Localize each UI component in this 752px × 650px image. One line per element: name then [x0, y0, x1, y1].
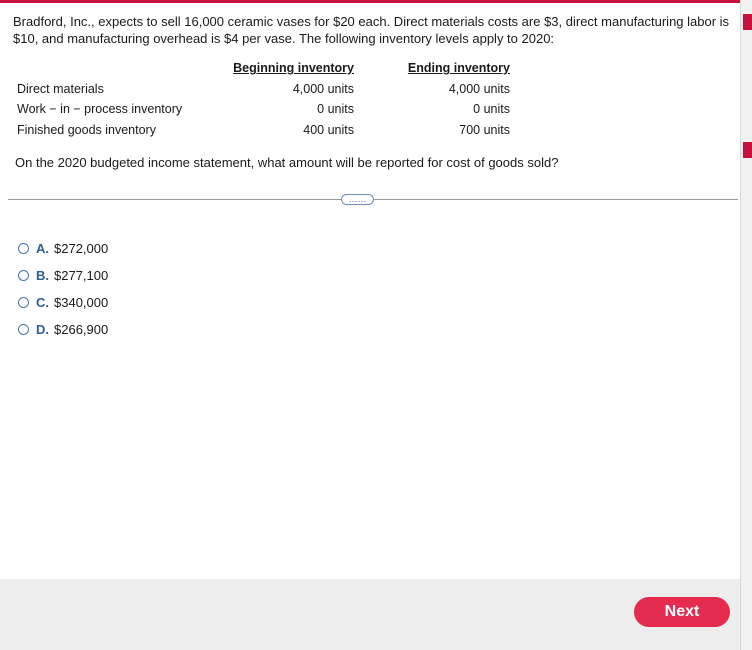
radio-button[interactable]	[18, 243, 29, 254]
option-letter: D.	[36, 322, 49, 337]
table-row	[17, 82, 517, 103]
radio-button[interactable]	[18, 297, 29, 308]
next-button[interactable]: Next	[634, 597, 730, 627]
option-value: $272,000	[54, 241, 109, 256]
option-letter: A.	[36, 241, 49, 256]
radio-button[interactable]	[18, 270, 29, 281]
expand-more-button[interactable]: ……	[341, 194, 374, 205]
inventory-table	[17, 61, 517, 143]
right-scroll-strip	[740, 0, 752, 650]
header-beginning-inventory: Beginning inventory	[233, 61, 354, 75]
option-value: $277,100	[54, 268, 109, 283]
row-ending: 700 units	[459, 122, 510, 137]
question-prompt: On the 2020 budgeted income statement, what amount will be reported for cost of goods sold?	[15, 155, 559, 170]
option-c[interactable]	[18, 289, 108, 316]
row-beginning: 0 units	[317, 102, 354, 116]
option-letter: C.	[36, 295, 49, 310]
row-beginning: 400 units	[303, 122, 354, 137]
option-d[interactable]	[18, 316, 108, 343]
inventory-header-row	[17, 61, 517, 82]
row-ending: 0 units	[473, 102, 510, 116]
strip-marker	[743, 14, 752, 30]
row-ending: 4,000 units	[448, 81, 510, 96]
option-value: $266,900	[54, 322, 109, 337]
option-a[interactable]	[18, 235, 108, 262]
option-value: $340,000	[54, 295, 109, 310]
table-row	[17, 102, 517, 123]
option-letter: B.	[36, 268, 49, 283]
row-label: Work − in − process inventory	[17, 102, 183, 116]
row-beginning: 4,000 units	[292, 81, 354, 96]
footer-bar	[0, 579, 740, 650]
row-label: Finished goods inventory	[17, 122, 156, 137]
strip-marker	[743, 142, 752, 158]
table-row	[17, 123, 517, 144]
radio-button[interactable]	[18, 324, 29, 335]
question-text: Bradford, Inc., expects to sell 16,000 ceramic vases for $20 each. Direct materials costs are $3, direct manufacturing labor is $10, and manufacturing overhead is $4 per vase. The following inventory levels apply to 2020:	[13, 14, 730, 46]
option-b[interactable]	[18, 262, 108, 289]
row-label: Direct materials	[17, 81, 104, 96]
answer-options	[18, 235, 108, 343]
header-ending-inventory: Ending inventory	[407, 61, 510, 75]
